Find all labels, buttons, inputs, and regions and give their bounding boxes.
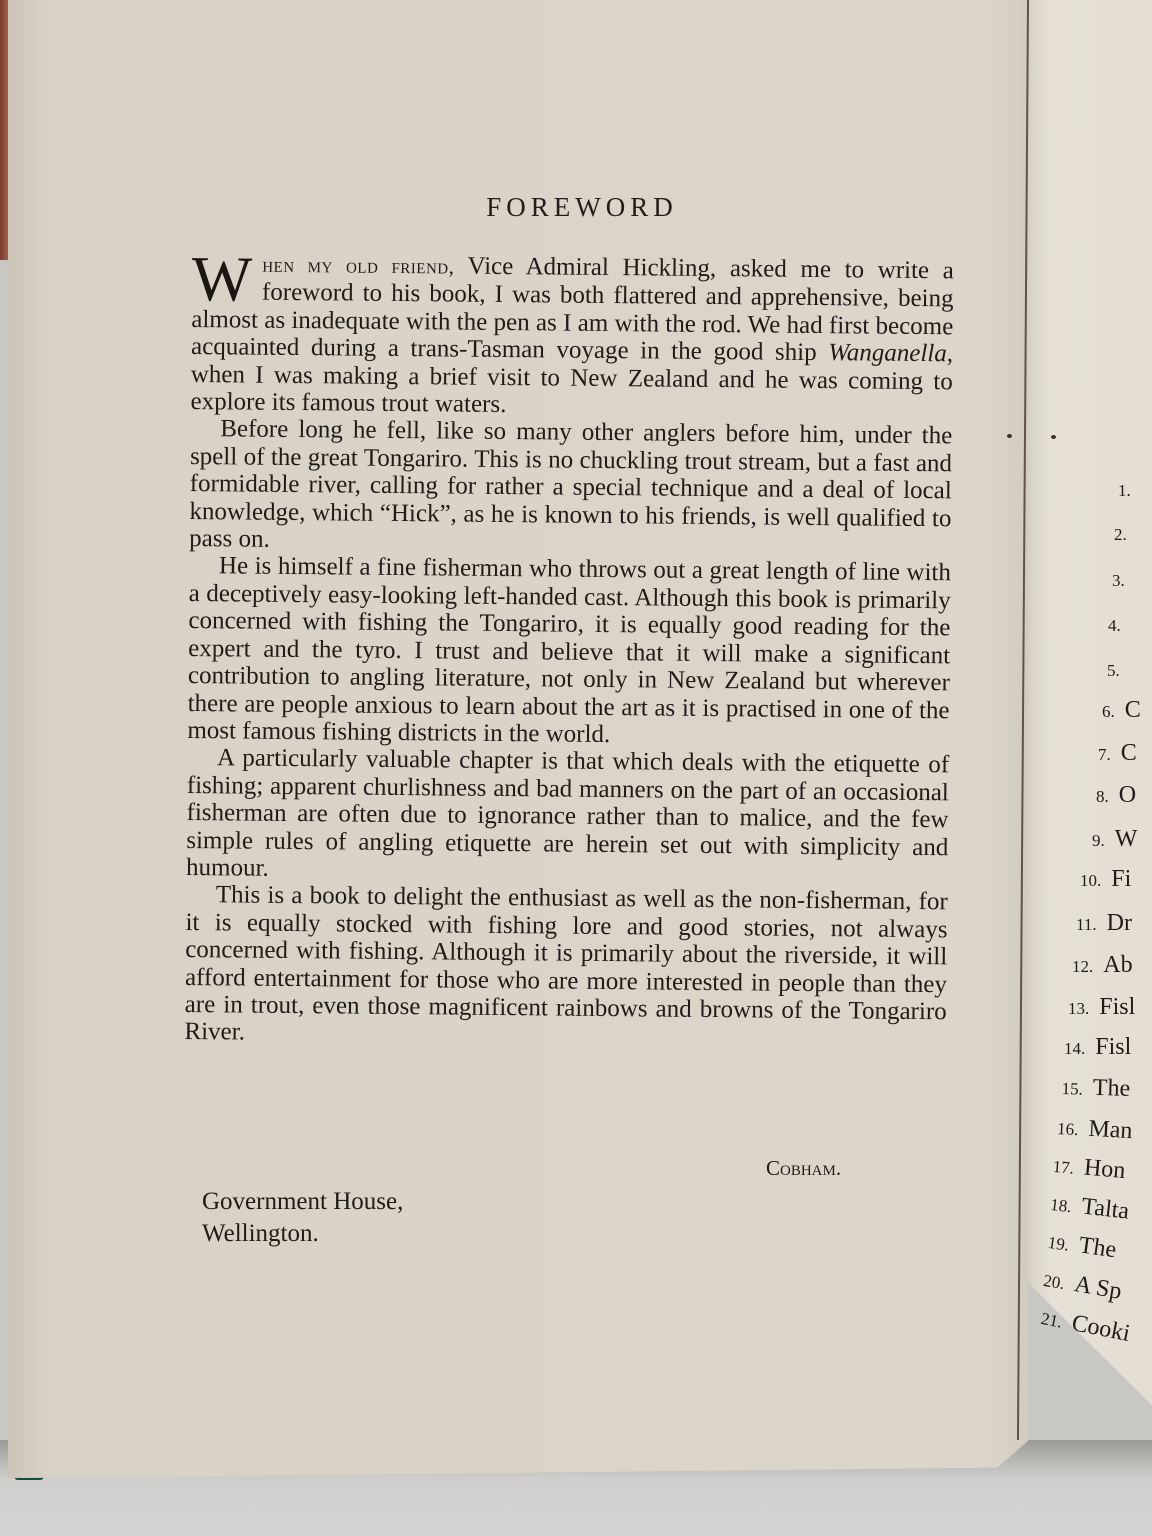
paragraph-5: This is a book to delight the enthusiast as well as the non-fisherman, for it is equally stocked with fishing lore and good stories, not always concerned with fishing. Although it is primarily about the riverside, it will afford entertainment for those who are more interested in people than they are in trout, even those magnificent rainbows and browns of the Tongariro River. [184, 881, 948, 1046]
contents-item-number: 2. [1114, 525, 1127, 544]
contents-item-number: 11. [1076, 915, 1097, 934]
contents-item-number: 1. [1118, 481, 1131, 500]
contents-item-number: 13. [1068, 999, 1090, 1018]
address [202, 1186, 403, 1250]
contents-item-number: 4. [1108, 616, 1121, 635]
paragraph-1-text: Vice Admiral Hickling, asked me to write a foreword to his book, I was both flattered and apprehensive, being almost as inadequate with the pen as I am with the rod. We had first become acquainted during a trans-Tasman voyage in the good ship [190, 252, 954, 367]
contents-item-number: 6. [1102, 702, 1115, 721]
paragraph-2: Before long he fell, like so many other anglers before him, under the spell of the great Tongariro. This is no chuckling trout stream, but a fast and formidable river, calling for rather a special technique and a deal of local knowledge, which “Hick”, as he is known to his friends, is well qualified to pass on. [189, 415, 953, 553]
ship-name: Wanganella [828, 339, 947, 368]
contents-item-number: 10. [1080, 871, 1102, 890]
contents-item-title: Man [1087, 1115, 1134, 1145]
contents-item-title: C [1124, 697, 1141, 723]
contents-item-title: Fisl [1099, 994, 1136, 1020]
contents-item-number: 12. [1072, 957, 1094, 976]
paragraph-1 [190, 243, 954, 423]
contents-item-title: Fi [1111, 866, 1132, 892]
contents-item-number: 18. [1049, 1194, 1073, 1217]
paper-speck [1007, 434, 1012, 438]
paper-speck [1051, 435, 1056, 439]
contents-item-number: 14. [1064, 1039, 1086, 1058]
right-page [1028, 0, 1152, 1536]
foreword-body [184, 243, 954, 1053]
contents-item-title: The [1092, 1074, 1131, 1102]
lead-in-smallcaps: hen my old friend, [262, 252, 455, 279]
paragraph-3: He is himself a fine fisherman who throws out a great length of line with a deceptively easy-looking left-handed cast. Although this book is primarily concerned with fishing the Tongariro, it is equally good reading for the expert and the tyro. I trust and believe that it will make a significant contribution to angling literature, not only in New Zealand but wherever there are people anxious to learn about the art as it is practised in one of the most famous fishing districts in the world. [187, 552, 952, 748]
contents-item-title: A Sp [1072, 1271, 1124, 1305]
contents-item-title: O [1118, 782, 1137, 808]
contents-item-number: 19. [1046, 1232, 1071, 1255]
contents-item-title: Fisl [1095, 1034, 1132, 1060]
contents-item-number: 15. [1061, 1078, 1084, 1099]
contents-item-number: 16. [1056, 1118, 1079, 1140]
contents-item-number: 21. [1039, 1308, 1064, 1332]
contents-item-title: Talta [1080, 1193, 1131, 1225]
paragraph-4: A particularly valuable chapter is that which deals with the etiquette of fishing; apparent churlishness and bad manners on the part of an occasional fisherman are often due to ignorance rather than to malice, and the few simple rules of angling etiquette are herein set out with simplicity and humour. [185, 744, 950, 882]
contents-item-title: Dr [1106, 910, 1132, 936]
contents-item-title: The [1077, 1232, 1118, 1264]
paragraph-1-tail: , when I was making a brief visit to New Zealand and he was coming to explore its famous trout waters. [190, 340, 954, 419]
contents-item-number: 9. [1092, 831, 1105, 850]
foreword-title: FOREWORD [486, 192, 678, 222]
contents-item-number: 3. [1112, 571, 1125, 590]
address-line-2: Wellington. [202, 1220, 319, 1247]
contents-item-title: Cooki [1069, 1310, 1133, 1347]
contents-item-number: 7. [1098, 745, 1111, 764]
contents-item-title: W [1114, 826, 1138, 852]
contents-item-number: 5. [1107, 661, 1120, 680]
contents-item-number: 8. [1096, 787, 1109, 806]
contents-item-number: 17. [1051, 1156, 1075, 1178]
contents-item-title: Ab [1103, 952, 1133, 978]
contents-item-title: Hon [1082, 1154, 1127, 1184]
drop-cap: W [191, 243, 253, 315]
contents-item-number: 20. [1041, 1270, 1067, 1294]
address-line-1: Government House, [202, 1188, 404, 1215]
signature: Cobham. [766, 1156, 842, 1180]
contents-item-title: C [1120, 740, 1137, 766]
